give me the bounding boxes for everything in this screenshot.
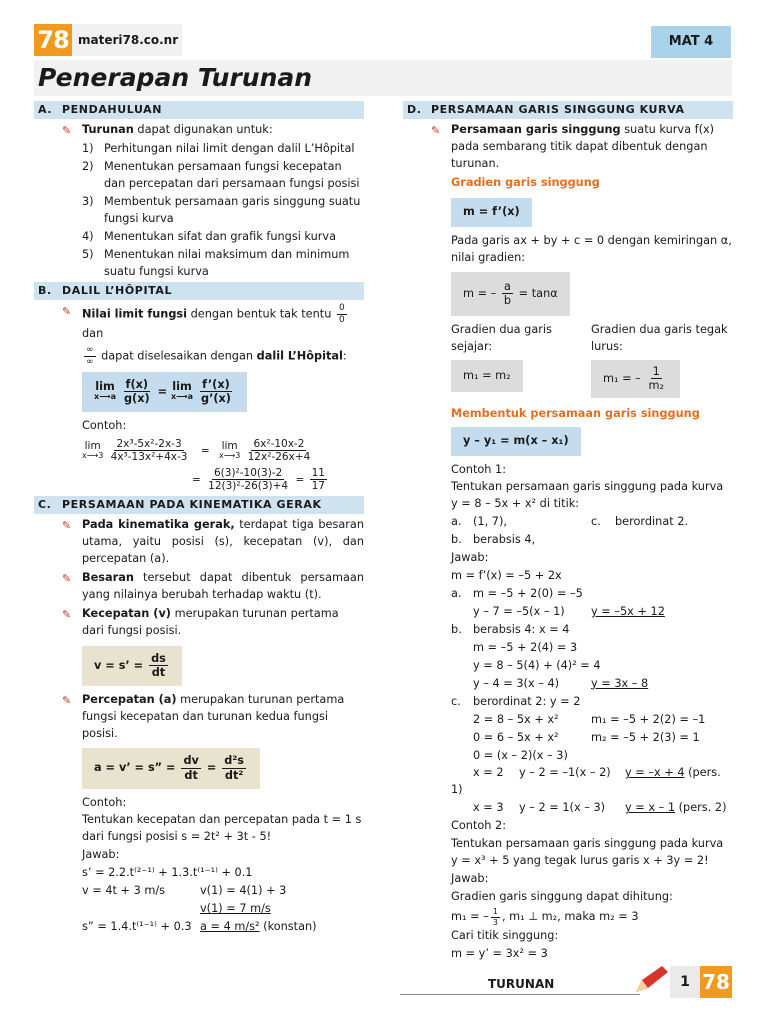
solution-step: x = 2 y – 2 = –1(x – 2) y = –x + 4 (pers. 1): [451, 766, 721, 797]
pencil-icon: ✎: [62, 693, 72, 707]
gradient-formula: m = f’(x): [451, 198, 532, 227]
right-column: [403, 101, 733, 964]
jawab-label: Jawab:: [82, 848, 120, 862]
solution-step: a. m = –5 + 2(0) = –5: [451, 587, 583, 601]
left-column: [34, 101, 364, 937]
inf-over-inf: $\frac{\infty}{\infty}$: [86, 344, 94, 367]
pencil-icon: ✎: [62, 607, 72, 621]
solution-step: 0 = (x – 2)(x – 3): [473, 748, 568, 762]
section-b-header: B. DALIL L’HÔPITAL: [34, 282, 364, 300]
jawab-label: Jawab:: [451, 872, 489, 886]
site-logo: [34, 24, 182, 56]
pencil-icon: ✎: [62, 571, 72, 585]
pencil-icon: ✎: [431, 124, 441, 137]
solution-step: 2 = 8 – 5x + x² m₁ = –5 + 2(2) = –1: [473, 712, 706, 726]
gradient-line-text: Pada garis ax + by + c = 0 dengan kemiringan α, nilai gradien:: [451, 233, 732, 264]
jawab-label: Jawab:: [451, 551, 489, 565]
tangent-intro: ✎ Persamaan garis singgung suatu kurva f(x) pada sembarang titik dapat dibentuk dengan turunan.: [431, 123, 715, 170]
solution-step: c. berordinat 2: y = 2: [451, 694, 581, 708]
contoh-2-label: Contoh 2:: [451, 819, 507, 833]
kecepatan-text: ✎ Kecepatan (v) merupakan turunan pertama dari fungsi posisi.: [62, 606, 339, 637]
usage-list: [34, 141, 364, 281]
pencil-icon: ✎: [62, 305, 72, 319]
parallel-label: Gradien dua garis sejajar:: [451, 322, 552, 353]
pencil-icon: [632, 962, 670, 996]
contoh-1-options: b. berabsis 4,: [451, 533, 536, 547]
footer-divider: [400, 994, 640, 995]
lhopital-example-2: = $\frac{\text{6(3)²-10(3)-2}}{\text{12(3)²-26(3)+4}}$ = $\frac{11}{17}$: [192, 466, 325, 493]
kinematics-step: s” = 1.4.t⁽¹⁻¹⁾ + 0.3 a = 4 m/s² (konstan): [82, 920, 317, 934]
pencil-icon: ✎: [62, 124, 72, 137]
kinematics-step: v = 4t + 3 m/s v(1) = 4(1) + 3: [82, 884, 287, 898]
section-d-header: D. PERSAMAAN GARIS SINGGUNG KURVA: [403, 101, 733, 119]
lhopital-formula: lim x⟶a $\frac{f(x)}{g(x)}$ = lim x⟶a $\frac{f’(x)}{g’(x)}$: [82, 372, 247, 412]
besaran-text: ✎ Besaran tersebut dapat dibentuk persamaan yang nilainya berubah terhadap waktu (t).: [62, 570, 364, 601]
slope-formula: m = – $\frac{a}{b}$ = tanα: [451, 272, 570, 316]
perpendicular-formula: m₁ = – $\frac{1}{\text{m₂}}$: [591, 360, 680, 398]
list-item: 3) Membentuk persamaan garis singgung suatu fungsi kurva: [82, 194, 361, 225]
gradient-subheading: Gradien garis singgung: [451, 175, 600, 189]
page-number: 1: [670, 966, 700, 998]
kinematics-step: s’ = 2.2.t⁽²⁻¹⁾ + 1.3.t⁽¹⁻¹⁾ + 0.1: [82, 866, 253, 880]
footer-logo: 78: [700, 966, 732, 998]
pencil-icon: ✎: [62, 518, 72, 532]
solution-step: b. berabsis 4: x = 4: [451, 622, 570, 636]
section-a-intro: ✎ Turunan dapat digunakan untuk:: [34, 122, 364, 139]
kinematics-step: v(1) = 7 m/s: [200, 902, 271, 916]
tangent-line-formula: y – y₁ = m(x – x₁): [451, 427, 581, 456]
footer-label: TURUNAN: [488, 977, 555, 991]
solution-step: 0 = 6 – 5x + x² m₂ = –5 + 2(3) = 1: [473, 730, 700, 744]
section-b-intro: ✎ Nilai limit fungsi dengan bentuk tak tentu $\frac{0}{0}$ dan: [62, 303, 345, 341]
list-item: 4) Menentukan sifat dan grafik fungsi kurva: [82, 229, 337, 243]
kinematics-intro: ✎ Pada kinematika gerak, terdapat tiga besaran utama, yaitu posisi (s), kecepatan (v), dan percepatan (a).: [62, 517, 364, 565]
solution-step: m₁ = – $\frac{1}{3}$ , m₁ ⊥ m₂, maka m₂ = 3: [451, 906, 639, 927]
section-c-header: C. PERSAMAAN PADA KINEMATIKA GERAK: [34, 496, 364, 514]
solution-step: m = f’(x) = –5 + 2x: [451, 569, 562, 583]
section-b-intro-cont: $\frac{\infty}{\infty}$ dapat diselesaikan dengan dalil L’Hôpital:: [86, 344, 347, 367]
contoh-1-question: Tentukan persamaan garis singgung pada kurva y = 8 – 5x + x² di titik:: [451, 480, 724, 511]
list-item: 2) Menentukan persamaan fungsi kecepatan dan percepatan dari persamaan fungsi posisi: [82, 159, 360, 190]
solution-step: m = y’ = 3x² = 3: [451, 947, 548, 961]
contoh-1-label: Contoh 1:: [451, 462, 507, 476]
percepatan-text: ✎ Percepatan (a) merupakan turunan pertama fungsi kecepatan dan turunan kedua fungsi posisi.: [62, 692, 345, 740]
solution-step: Gradien garis singgung dapat dihitung:: [451, 890, 673, 903]
contoh-2-question: Tentukan persamaan garis singgung pada kurva y = x³ + 5 yang tegak lurus garis x + 3y = 2!: [451, 837, 724, 868]
section-a-header: A. PENDAHULUAN: [34, 101, 364, 119]
solution-step: y – 7 = –5(x – 1) y = –5x + 12: [473, 605, 665, 618]
velocity-formula: v = s’ = $\frac{ds}{dt}$: [82, 646, 182, 686]
solution-step: Cari titik singgung:: [451, 929, 559, 943]
list-item: 5) Menentukan nilai maksimum dan minimum suatu fungsi kurva: [82, 247, 350, 278]
contoh-1-options: a. (1, 7), c. berordinat 2.: [451, 515, 689, 529]
lhopital-example-1: lim x⟶3 $\frac{\text{2x³-5x²-2x-3}}{\text{4x³-13x²+4x-3}}$ = lim x⟶3 $\frac{\text{6x²-10x-2}}{\text{12x²-26x+4}}$: [82, 437, 311, 464]
site-name: materi78.co.nr: [78, 33, 179, 47]
logo-number: 78: [34, 24, 72, 56]
tangent-equation-subheading: Membentuk persamaan garis singgung: [451, 406, 700, 420]
perpendicular-label: Gradien dua garis tegak lurus:: [591, 322, 728, 353]
solution-step: m = –5 + 2(4) = 3: [473, 640, 578, 654]
contoh-label: Contoh:: [82, 418, 127, 432]
kinematics-question: Tentukan kecepatan dan percepatan pada t = 1 s dari fungsi posisi s = 2t² + 3t - 5!: [82, 813, 362, 844]
zero-over-zero: $\frac{0}{0}$: [338, 303, 345, 326]
parallel-perp-row: [403, 322, 733, 404]
solution-step: x = 3 y – 2 = 1(x – 3) y = x – 1 (pers. 2): [473, 801, 727, 815]
list-item: 1) Perhitungan nilai limit dengan dalil L’Hôpital: [82, 141, 355, 155]
contoh-label: Contoh:: [82, 795, 127, 809]
parallel-formula: m₁ = m₂: [451, 360, 523, 393]
solution-step: y – 4 = 3(x – 4) y = 3x – 8: [473, 676, 649, 690]
acceleration-formula: a = v’ = s” = $\frac{dv}{dt}$ = $\frac{\text{d²s}}{\text{dt²}}$: [82, 748, 260, 788]
page-title: Penerapan Turunan: [38, 63, 313, 92]
subject-tag: MAT 4: [651, 26, 731, 58]
solution-step: y = 8 – 5(4) + (4)² = 4: [473, 658, 601, 672]
